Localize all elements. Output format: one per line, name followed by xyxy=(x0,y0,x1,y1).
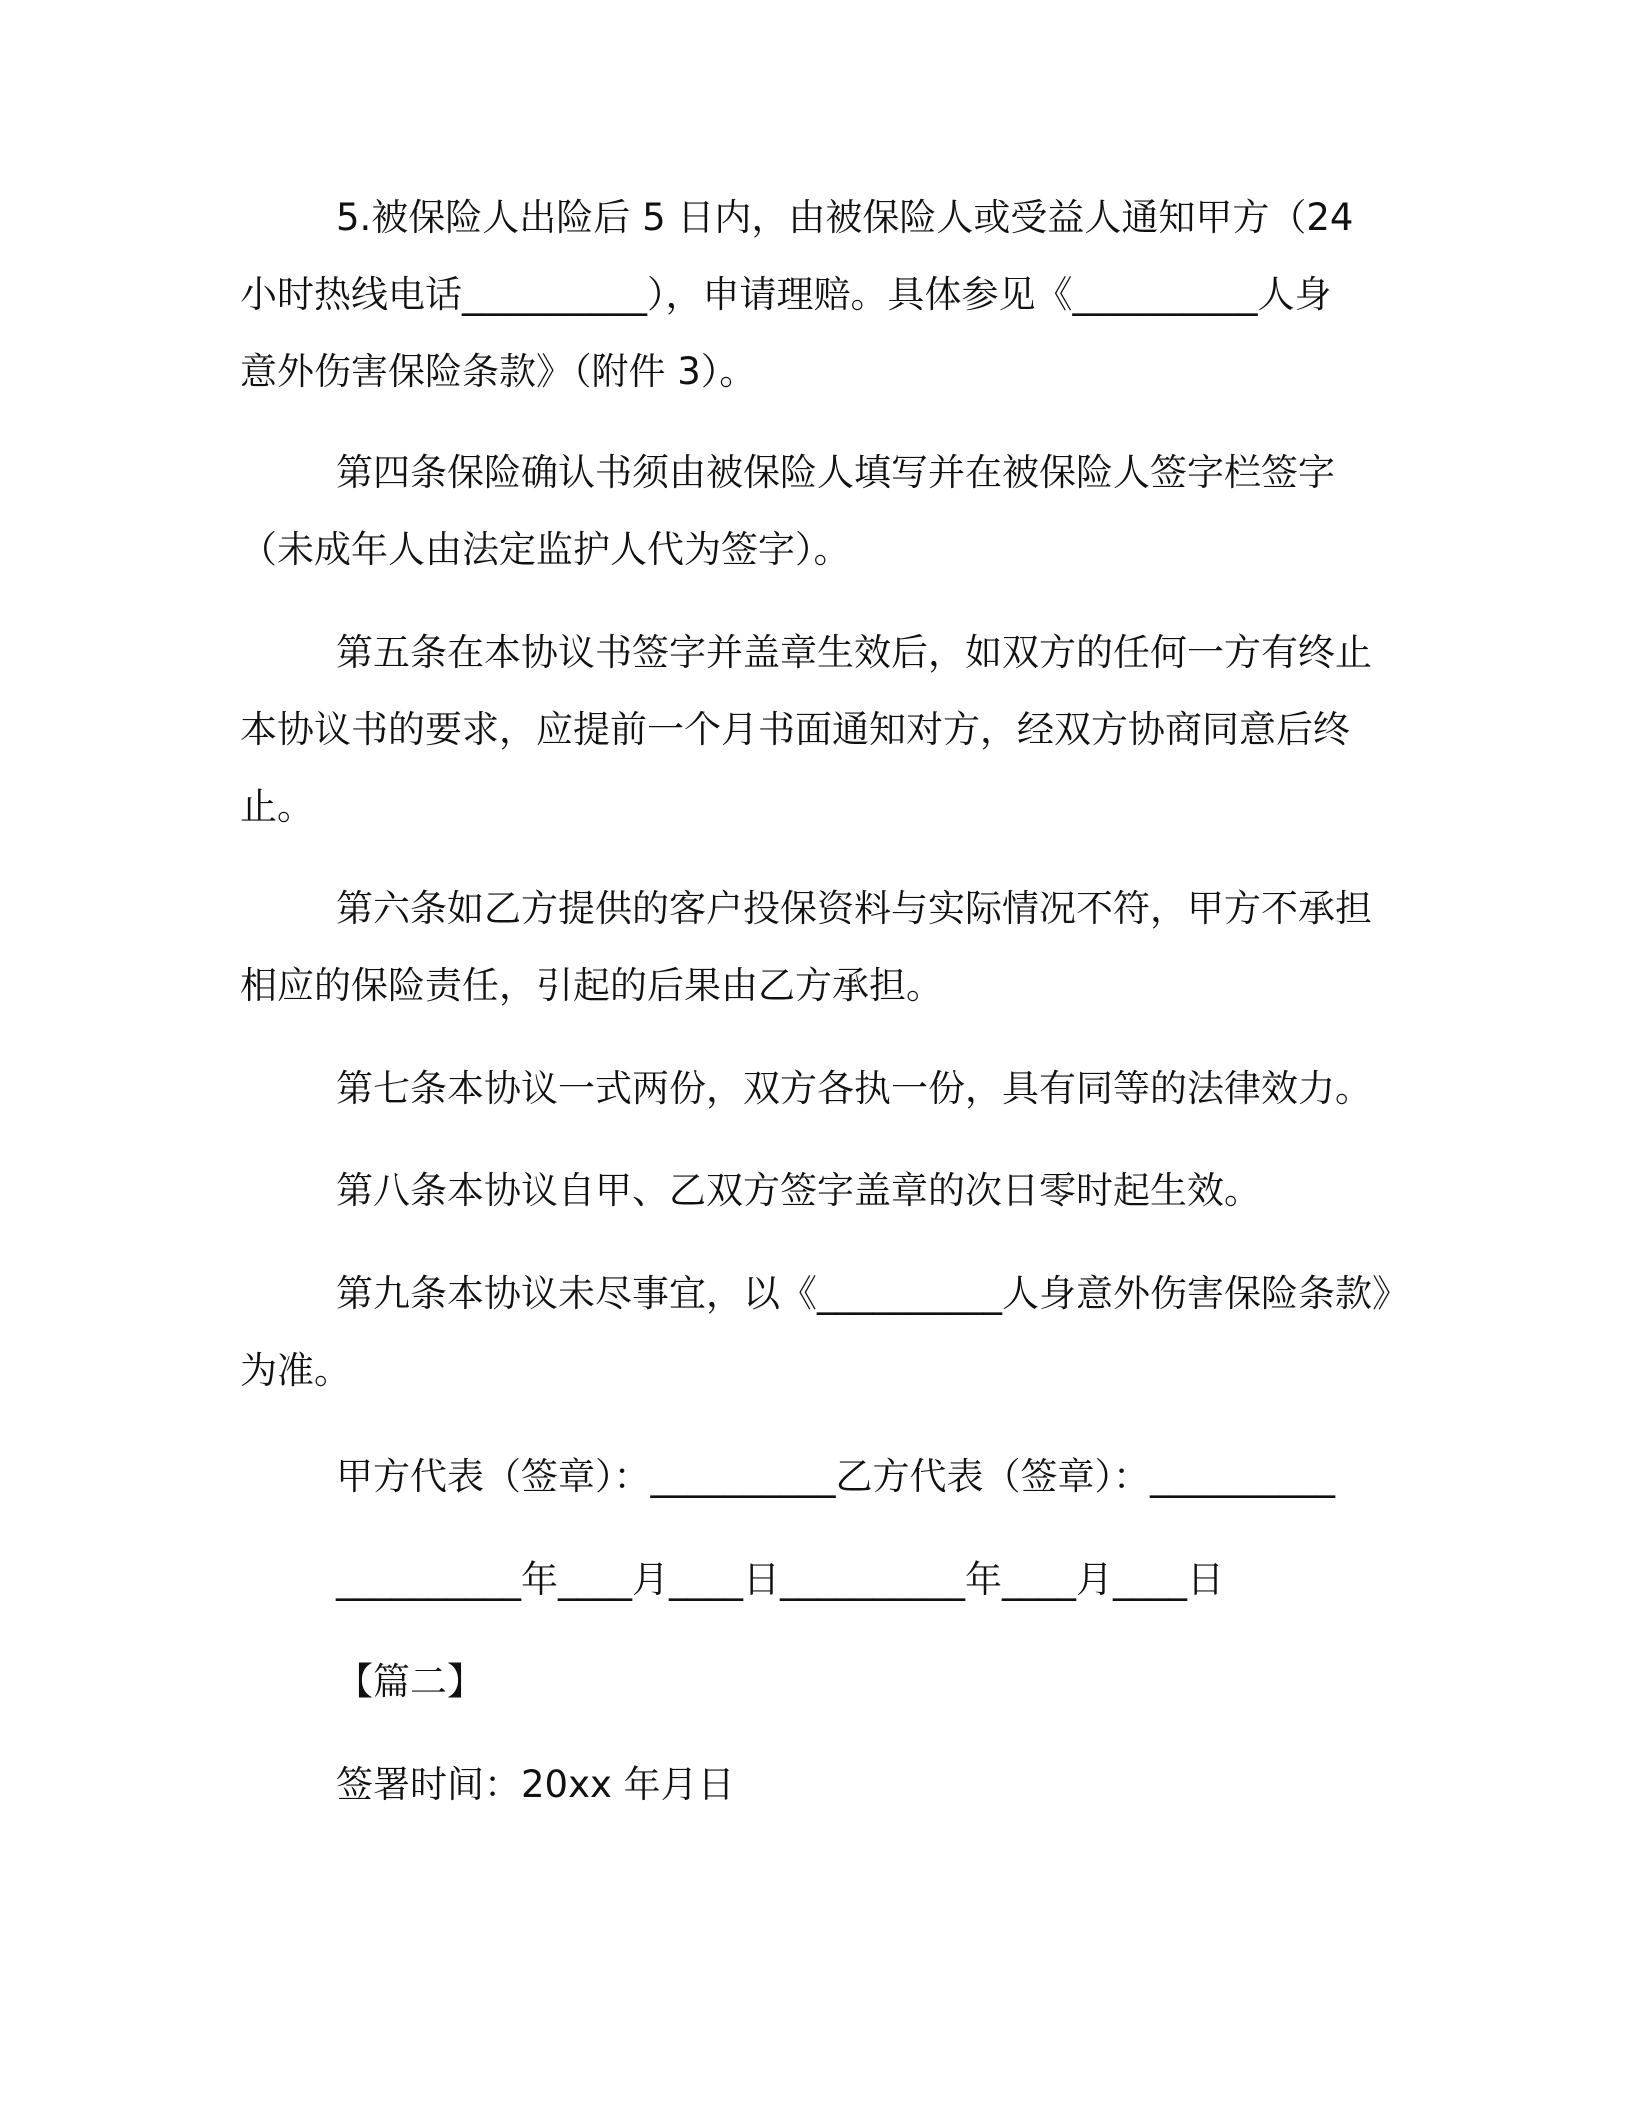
paragraph-line: 第七条本协议一式两份，双方各执一份，具有同等的法律效力。 xyxy=(336,1067,1372,1110)
paragraph-line: 第五条在本协议书签字并盖章生效后，如双方的任何一方有终止 xyxy=(336,631,1372,674)
section-heading: 【篇二】 xyxy=(336,1660,484,1703)
paragraph-line: 止。 xyxy=(240,785,314,828)
paragraph-line: 意外伤害保险条款》（附件 3）。 xyxy=(240,350,757,393)
paragraph-line: 为准。 xyxy=(240,1349,351,1392)
paragraph-line: 5.被保险人出险后 5 日内，由被保险人或受益人通知甲方（24 xyxy=(336,196,1354,239)
paragraph-line: 第六条如乙方提供的客户投保资料与实际情况不符，甲方不承担 xyxy=(336,887,1372,930)
paragraph-line: 相应的保险责任，引起的后果由乙方承担。 xyxy=(240,964,943,1007)
paragraph-line: 第八条本协议自甲、乙双方签字盖章的次日零时起生效。 xyxy=(336,1169,1261,1212)
paragraph-line: 第九条本协议未尽事宜，以《__________人身意外伤害保险条款》 xyxy=(336,1272,1409,1315)
signing-time: 签署时间：20xx 年月日 xyxy=(336,1763,735,1806)
paragraph-line: （未成年人由法定监护人代为签字）。 xyxy=(240,528,851,571)
date-line: __________年____月____日__________年____月____日 xyxy=(336,1558,1224,1601)
paragraph-line: 小时热线电话__________），申请理赔。具体参见《__________人身 xyxy=(240,273,1332,316)
paragraph-line: 第四条保险确认书须由被保险人填写并在被保险人签字栏签字 xyxy=(336,451,1335,494)
paragraph-line: 本协议书的要求，应提前一个月书面通知对方，经双方协商同意后终 xyxy=(240,708,1350,751)
signature-line: 甲方代表（签章）：__________乙方代表（签章）：__________ xyxy=(336,1455,1335,1498)
